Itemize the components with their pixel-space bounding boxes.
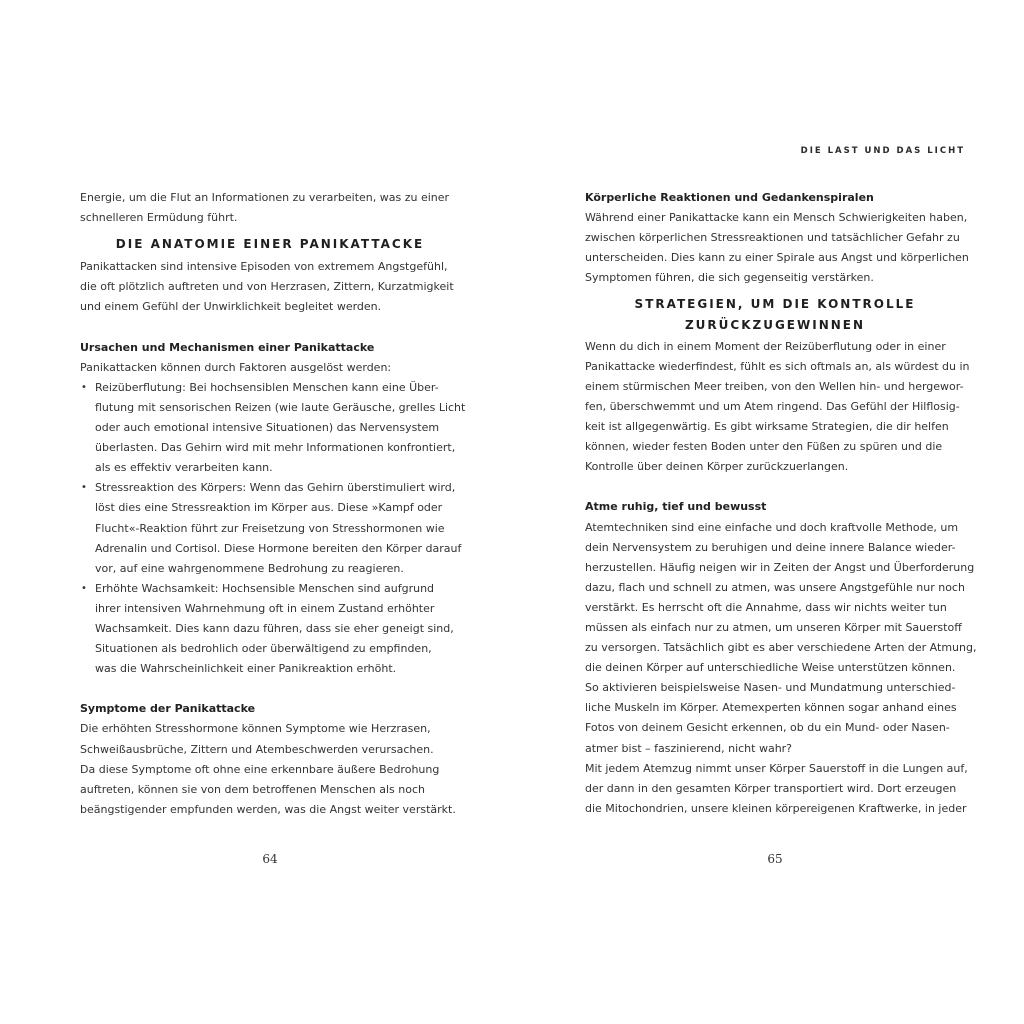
blank-line (80, 318, 460, 338)
body-line: verstärkt. Es herrscht oft die Annahme, dass wir nichts weiter tun (585, 600, 947, 614)
body-line: vor, auf eine wahrgenommene Bedrohung zu reagieren. (95, 561, 404, 575)
body-line: müssen als einfach nur zu atmen, um unseren Körper mit Sauerstoff (585, 620, 962, 634)
body-line: schnelleren Ermüdung führt. (80, 211, 238, 225)
page-number: 65 (767, 852, 783, 866)
body-line: fen, überschwemmt und um Atem ringend. Das Gefühl der Hilflosig- (585, 399, 960, 413)
body-line: können, wieder festen Boden unter den Füßen zu spüren und die (585, 440, 943, 454)
body-line: die Mitochondrien, unsere kleinen körpereigenen Kraftwerke, in jeder (585, 801, 967, 815)
section-heading-line: STRATEGIEN, UM DIE KONTROLLE (634, 297, 916, 312)
body-line: liche Muskeln im Körper. Atemexperten können sogar anhand eines (585, 701, 957, 715)
body-line: auftreten, können sie von dem betroffenen Menschen als noch (80, 782, 425, 796)
body-line: als es effektiv verarbeiten kann. (95, 461, 273, 475)
body-line: überlasten. Das Gehirn wird mit mehr Informationen konfrontiert, (95, 441, 456, 455)
subheading: Symptome der Panikattacke (80, 702, 256, 716)
bullet-item: • Stressreaktion des Körpers: Wenn das Gehirn überstimuliert wird, (80, 478, 460, 498)
right-page-body (585, 188, 977, 819)
body-line: Schweißausbrüche, Zittern und Atembeschwerden verursachen. (80, 742, 434, 756)
body-line: Panikattacken können durch Faktoren ausgelöst werden: (80, 360, 392, 374)
body-line: dazu, flach und schnell zu atmen, was unsere Angstgefühle nur noch (585, 580, 965, 594)
body-line: herzustellen. Häufig neigen wir in Zeiten der Angst und Überforderung (585, 560, 975, 574)
body-line: Wachsamkeit. Dies kann dazu führen, dass sie eher geneigt sind, (95, 621, 454, 635)
left-page-body (80, 188, 466, 820)
right-page (585, 0, 977, 1024)
body-line: und einem Gefühl der Unwirklichkeit begleitet werden. (80, 300, 382, 314)
body-line: einem stürmischen Meer treiben, von den Wellen hin- und hergewor- (585, 379, 964, 393)
body-line: Panikattacke wiederfindest, fühlt es sich oftmals an, als würdest du in (585, 359, 970, 373)
body-line: Kontrolle über deinen Körper zurückzuerlangen. (585, 460, 849, 474)
body-line: zwischen körperlichen Stressreaktionen und tatsächlicher Gefahr zu (585, 231, 960, 245)
bullet-item: • Erhöhte Wachsamkeit: Hochsensible Menschen sind aufgrund (80, 579, 460, 599)
body-line: zu versorgen. Tatsächlich gibt es aber verschiedene Arten der Atmung, (585, 641, 977, 655)
body-line: flutung mit sensorischen Reizen (wie laute Geräusche, grelles Licht (95, 400, 466, 414)
body-line: Flucht«-Reaktion führt zur Freisetzung von Stresshormonen wie (95, 521, 445, 535)
body-line: unterscheiden. Dies kann zu einer Spirale aus Angst und körperlichen (585, 251, 969, 265)
body-line: löst dies eine Stressreaktion im Körper aus. Diese »Kampf oder (95, 501, 443, 515)
section-heading-line: ZURÜCKZUGEWINNEN (684, 317, 866, 332)
body-line: was die Wahrscheinlichkeit einer Panikreaktion erhöht. (95, 662, 397, 676)
body-line: dein Nervensystem zu beruhigen und deine innere Balance wieder- (585, 540, 956, 554)
body-line: beängstigender empfunden werden, was die Angst weiter verstärkt. (80, 802, 456, 816)
body-line: ihrer intensiven Wahrnehmung oft in einem Zustand erhöhter (95, 601, 435, 615)
body-line: die oft plötzlich auftreten und von Herzrasen, Zittern, Kurzatmigkeit (80, 280, 454, 294)
body-line: atmer bist – faszinierend, nicht wahr? (585, 741, 793, 755)
subheading: Atme ruhig, tief und bewusst (585, 500, 767, 514)
left-page (80, 0, 466, 1024)
body-line: Atemtechniken sind eine einfache und doch kraftvolle Methode, um (585, 520, 959, 534)
subheading: Ursachen und Mechanismen einer Panikattacke (80, 340, 375, 354)
body-line: Mit jedem Atemzug nimmt unser Körper Sauerstoff in die Lungen auf, (585, 761, 968, 775)
section-heading: DIE ANATOMIE EINER PANIKATTACKE (115, 237, 425, 252)
body-line: Adrenalin und Cortisol. Diese Hormone bereiten den Körper darauf (95, 541, 462, 555)
body-line: der dann in den gesamten Körper transportiert wird. Dort erzeugen (585, 781, 957, 795)
body-line: Die erhöhten Stresshormone können Symptome wie Herzrasen, (80, 722, 431, 736)
body-line: Panikattacken sind intensive Episoden von extremem Angstgefühl, (80, 260, 448, 274)
body-line: Da diese Symptome oft ohne eine erkennbare äußere Bedrohung (80, 762, 440, 776)
subheading: Körperliche Reaktionen und Gedankenspiralen (585, 191, 874, 204)
body-line: Wenn du dich in einem Moment der Reizüberflutung oder in einer (585, 339, 946, 353)
body-line: Situationen als bedrohlich oder überwältigend zu empfinden, (95, 642, 432, 656)
body-line: So aktivieren beispielsweise Nasen- und Mundatmung unterschied- (585, 681, 956, 695)
body-line: Energie, um die Flut an Informationen zu verarbeiten, was zu einer (80, 191, 450, 204)
blank-line (585, 477, 965, 497)
body-line: oder auch emotional intensive Situationen) das Nervensystem (95, 421, 440, 435)
body-line: Symptomen führen, die sich gegenseitig verstärken. (585, 271, 874, 285)
bullet-item: • Reizüberflutung: Bei hochsensiblen Menschen kann eine Über- (80, 378, 460, 398)
page-number: 64 (262, 852, 278, 866)
body-line: Fotos von deinem Gesicht erkennen, ob du ein Mund- oder Nasen- (585, 721, 950, 735)
body-line: Während einer Panikattacke kann ein Mensch Schwierigkeiten haben, (585, 211, 968, 225)
body-line: keit ist allgegenwärtig. Es gibt wirksame Strategien, die dir helfen (585, 420, 949, 434)
blank-line (80, 679, 460, 699)
body-line: die deinen Körper auf unterschiedliche Weise unterstützen können. (585, 661, 956, 675)
running-head: DIE LAST UND DAS LICHT (800, 146, 965, 156)
section-heading (585, 294, 965, 334)
